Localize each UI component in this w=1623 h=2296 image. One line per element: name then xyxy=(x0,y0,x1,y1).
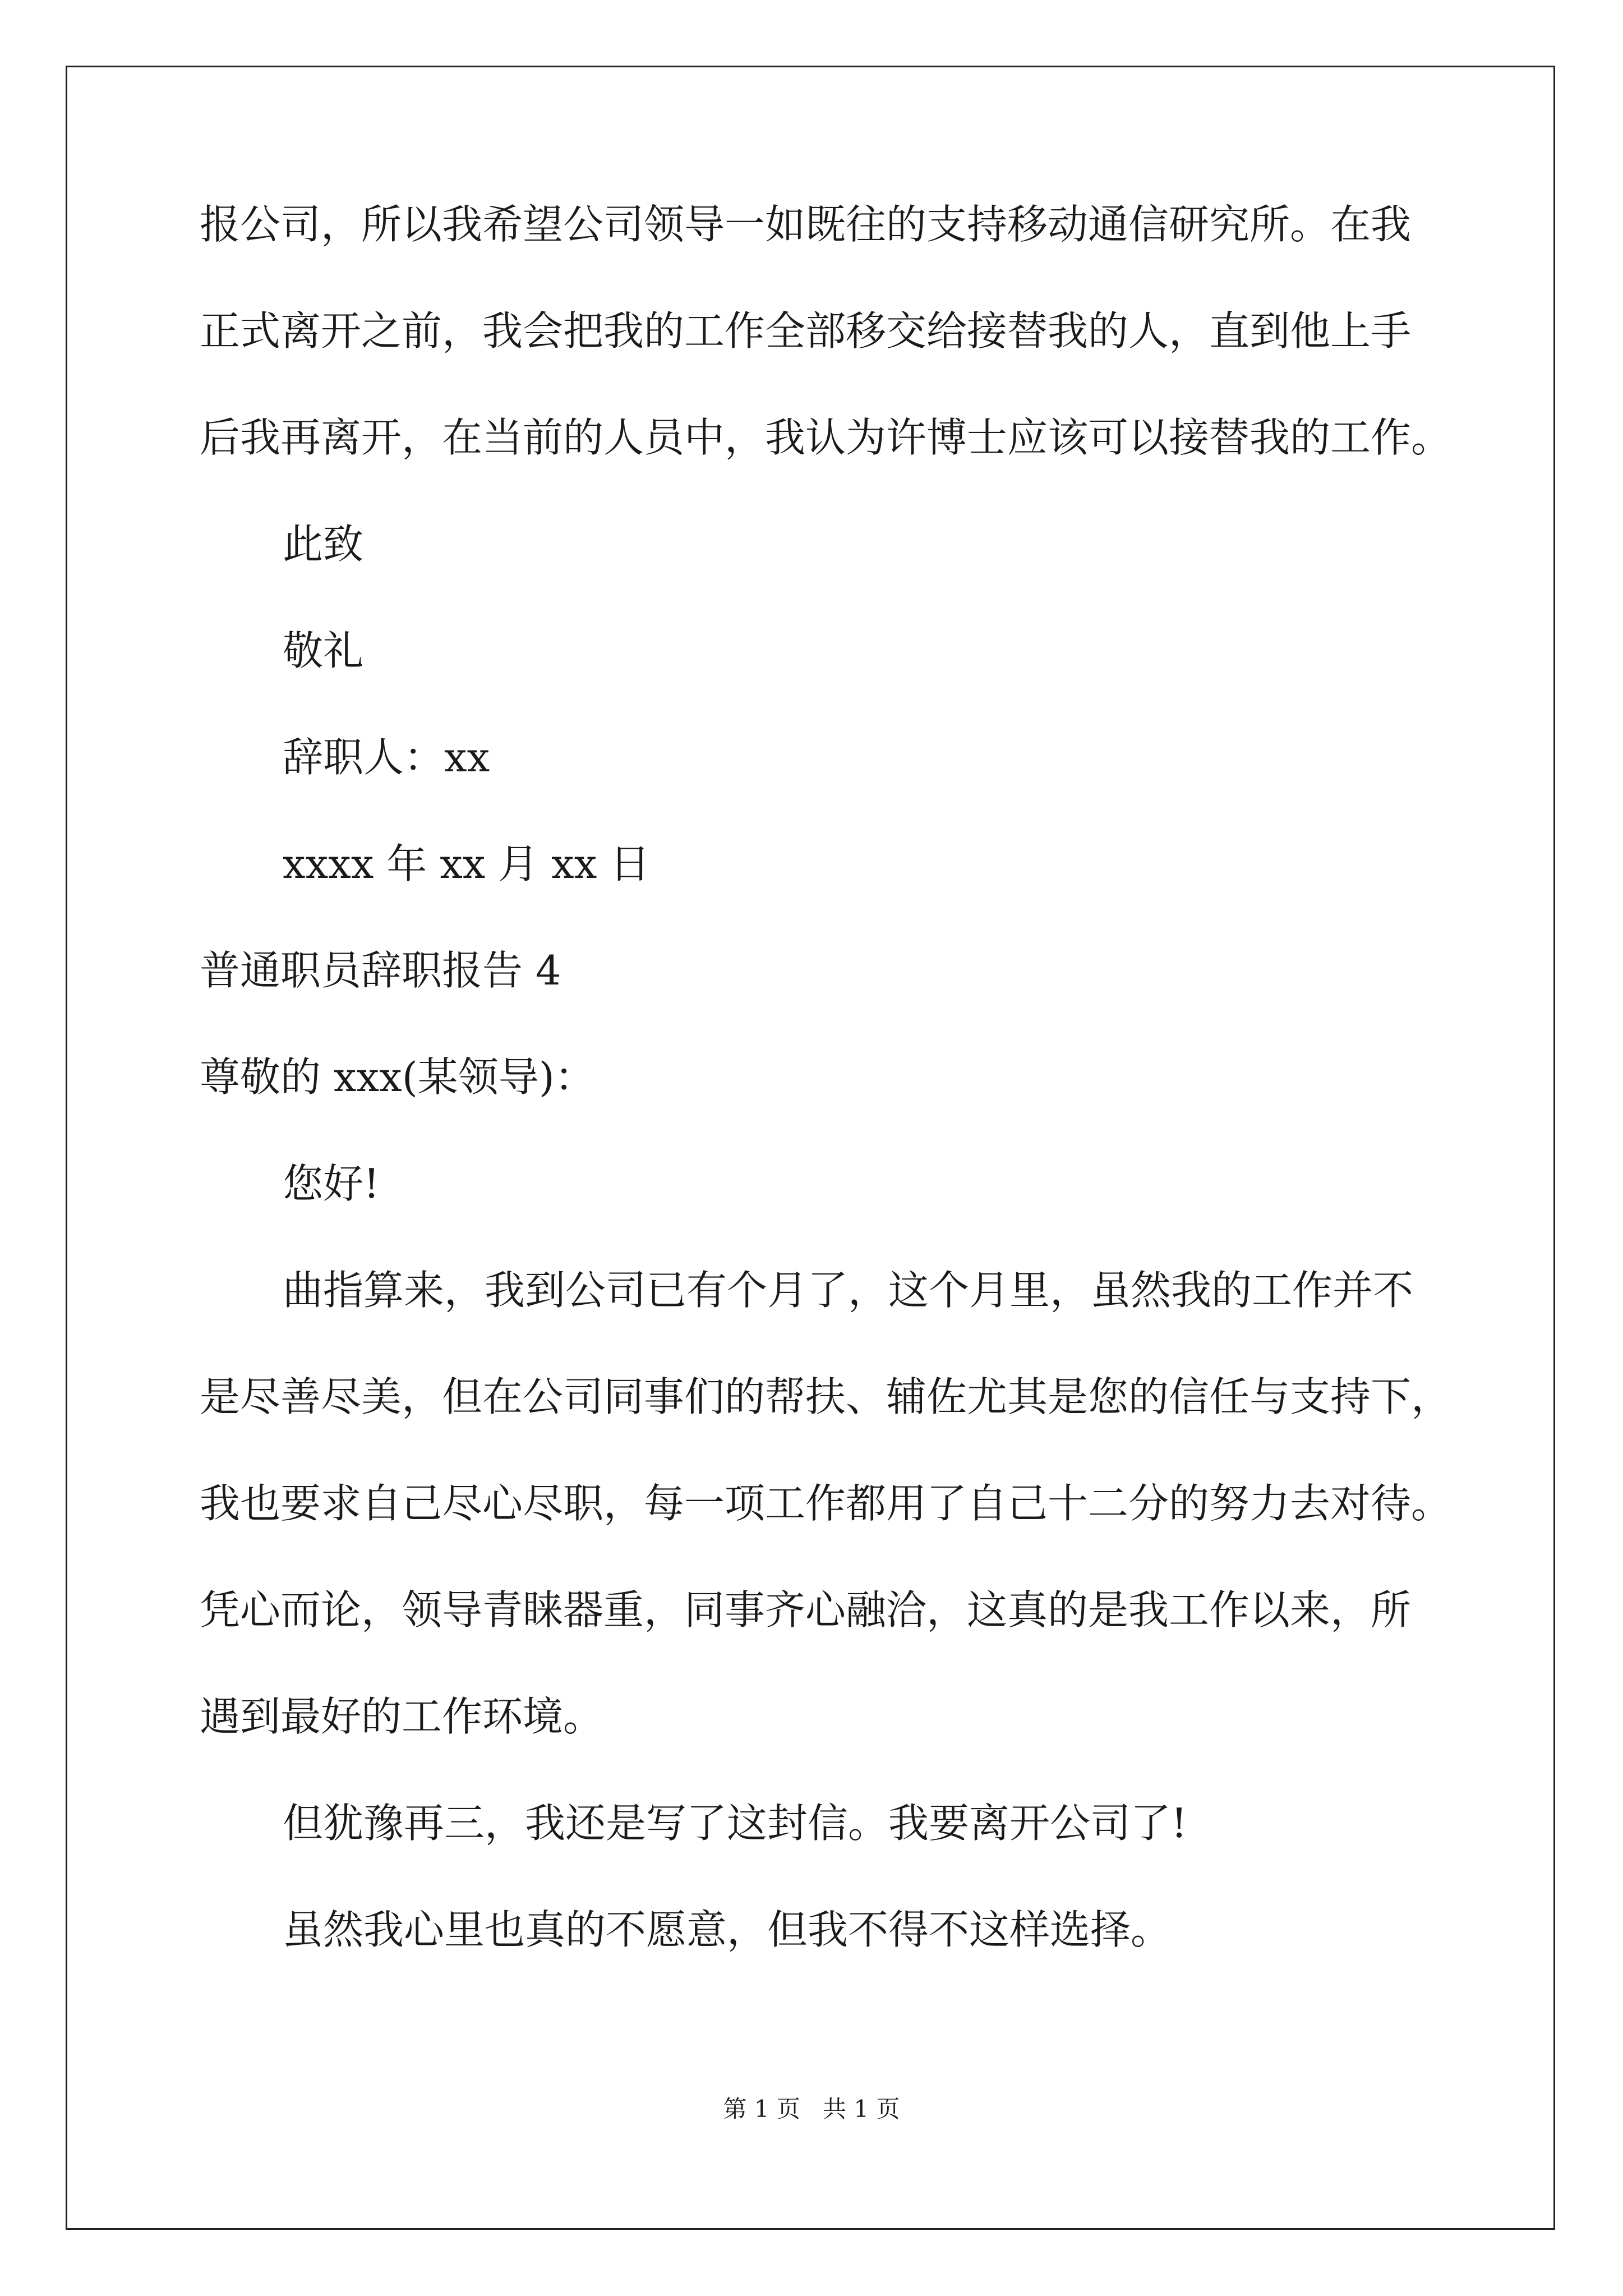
paragraph-line: 虽然我心里也真的不愿意，但我不得不这样选择。 xyxy=(283,1906,1172,1953)
signature-line: 辞职人：xx xyxy=(283,734,490,781)
paragraph-line: 我也要求自己尽心尽职，每一项工作都用了自己十二分的努力去对待。 xyxy=(200,1480,1452,1527)
closing-regards: 敬礼 xyxy=(283,627,364,674)
paragraph-line: 凭心而论，领导青睐器重，同事齐心融洽，这真的是我工作以来，所 xyxy=(200,1586,1412,1634)
paragraph-line: 但犹豫再三，我还是写了这封信。我要离开公司了! xyxy=(283,1800,1187,1847)
page-footer: 第 1 页 共 1 页 xyxy=(723,2095,900,2123)
paragraph-line: 后我再离开，在当前的人员中，我认为许博士应该可以接替我的工作。 xyxy=(200,414,1452,461)
recipient-greeting: 尊敬的 xxx(某领导)： xyxy=(200,1053,595,1101)
section-heading: 普通职员辞职报告 4 xyxy=(200,947,561,994)
greeting-line: 您好! xyxy=(283,1160,380,1207)
date-line: xxxx 年 xx 月 xx 日 xyxy=(283,840,651,887)
closing-salutation: 此致 xyxy=(283,521,364,568)
paragraph-line: 遇到最好的工作环境。 xyxy=(200,1693,604,1740)
paragraph-line: 曲指算来，我到公司已有个月了，这个月里，虽然我的工作并不 xyxy=(283,1267,1414,1314)
paragraph-line: 报公司，所以我希望公司领导一如既往的支持移动通信研究所。在我 xyxy=(200,201,1412,248)
paragraph-line: 正式离开之前，我会把我的工作全部移交给接替我的人，直到他上手 xyxy=(200,307,1412,355)
paragraph-line: 是尽善尽美，但在公司同事们的帮扶、辅佐尤其是您的信任与支持下， xyxy=(200,1373,1452,1420)
